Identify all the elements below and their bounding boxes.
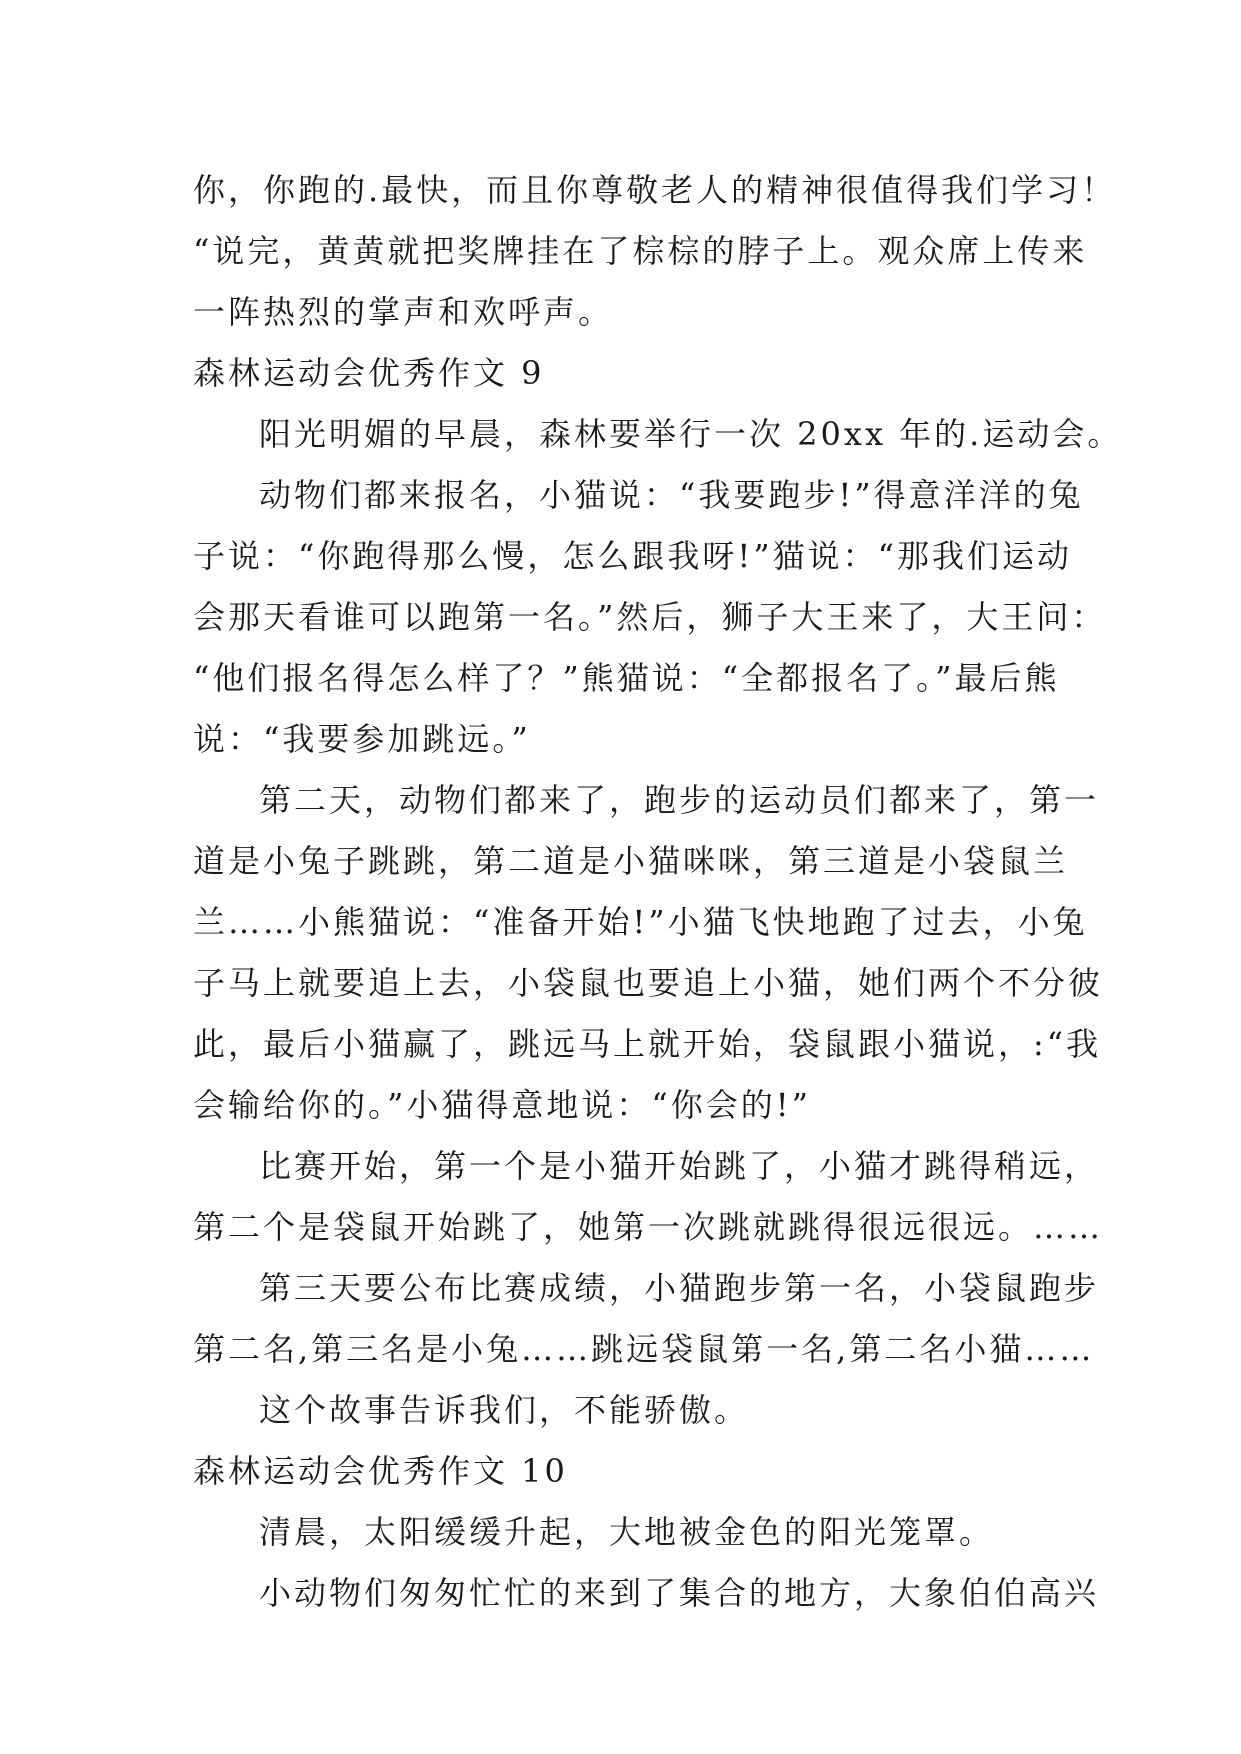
text-line: 会输给你的。”小猫得意地说：“你会的!” [193,1086,811,1124]
text-line: “说完，黄黄就把奖牌挂在了棕棕的脖子上。观众席上传来 [193,232,1088,270]
text-line: 说：“我要参加跳远。” [193,720,531,758]
text-line: 道是小兔子跳跳，第二道是小猫咪咪，第三道是小袋鼠兰 [193,842,1069,880]
text-line: 一阵热烈的掌声和欢呼声。 [193,293,614,331]
text-line: 会那天看谁可以跑第一名。”然后，狮子大王来了，大王问： [193,598,1107,636]
paragraph-first-line: 这个故事告诉我们，不能骄傲。 [259,1391,750,1429]
text-line: 子马上就要追上去，小袋鼠也要追上小猫，她们两个不分彼 [193,964,1104,1002]
section-heading: 森林运动会优秀作文 9 [193,354,545,392]
paragraph-first-line: 比赛开始，第一个是小猫开始跳了，小猫才跳得稍远， [259,1147,1100,1185]
paragraph-first-line: 动物们都来报名，小猫说：“我要跑步!”得意洋洋的兔 [259,476,1084,514]
text-line: 子说：“你跑得那么慢，怎么跟我呀!”猫说：“那我们运动 [193,537,1072,575]
paragraph-first-line: 第三天要公布比赛成绩，小猫跑步第一名，小袋鼠跑步 [259,1269,1100,1307]
text-line: 第二个是袋鼠开始跳了，她第一次跳就跳得很远很远。…… [193,1208,1104,1246]
text-line: “他们报名得怎么样了？”熊猫说：“全都报名了。”最后熊 [193,659,1060,697]
text-line: 你，你跑的.最快，而且你尊敬老人的精神很值得我们学习！ [193,171,1117,209]
paragraph-first-line: 清晨，太阳缓缓升起，大地被金色的阳光笼罩。 [259,1513,995,1551]
paragraph-first-line: 阳光明媚的早晨，森林要举行一次 20xx 年的.运动会。 [259,415,1123,453]
paragraph-first-line: 第二天，动物们都来了，跑步的运动员们都来了，第一 [259,781,1100,819]
document-page [193,160,1123,1624]
text-line: 此，最后小猫赢了，跳远马上就开始，袋鼠跟小猫说，:“我 [193,1025,1102,1063]
paragraph-first-line: 小动物们匆匆忙忙的来到了集合的地方，大象伯伯高兴 [259,1574,1100,1612]
text-line: 第二名,第三名是小兔……跳远袋鼠第一名,第二名小猫…… [193,1330,1095,1368]
section-heading: 森林运动会优秀作文 10 [193,1452,568,1490]
text-line: 兰……小熊猫说：“准备开始!”小猫飞快地跑了过去，小兔 [193,903,1088,941]
